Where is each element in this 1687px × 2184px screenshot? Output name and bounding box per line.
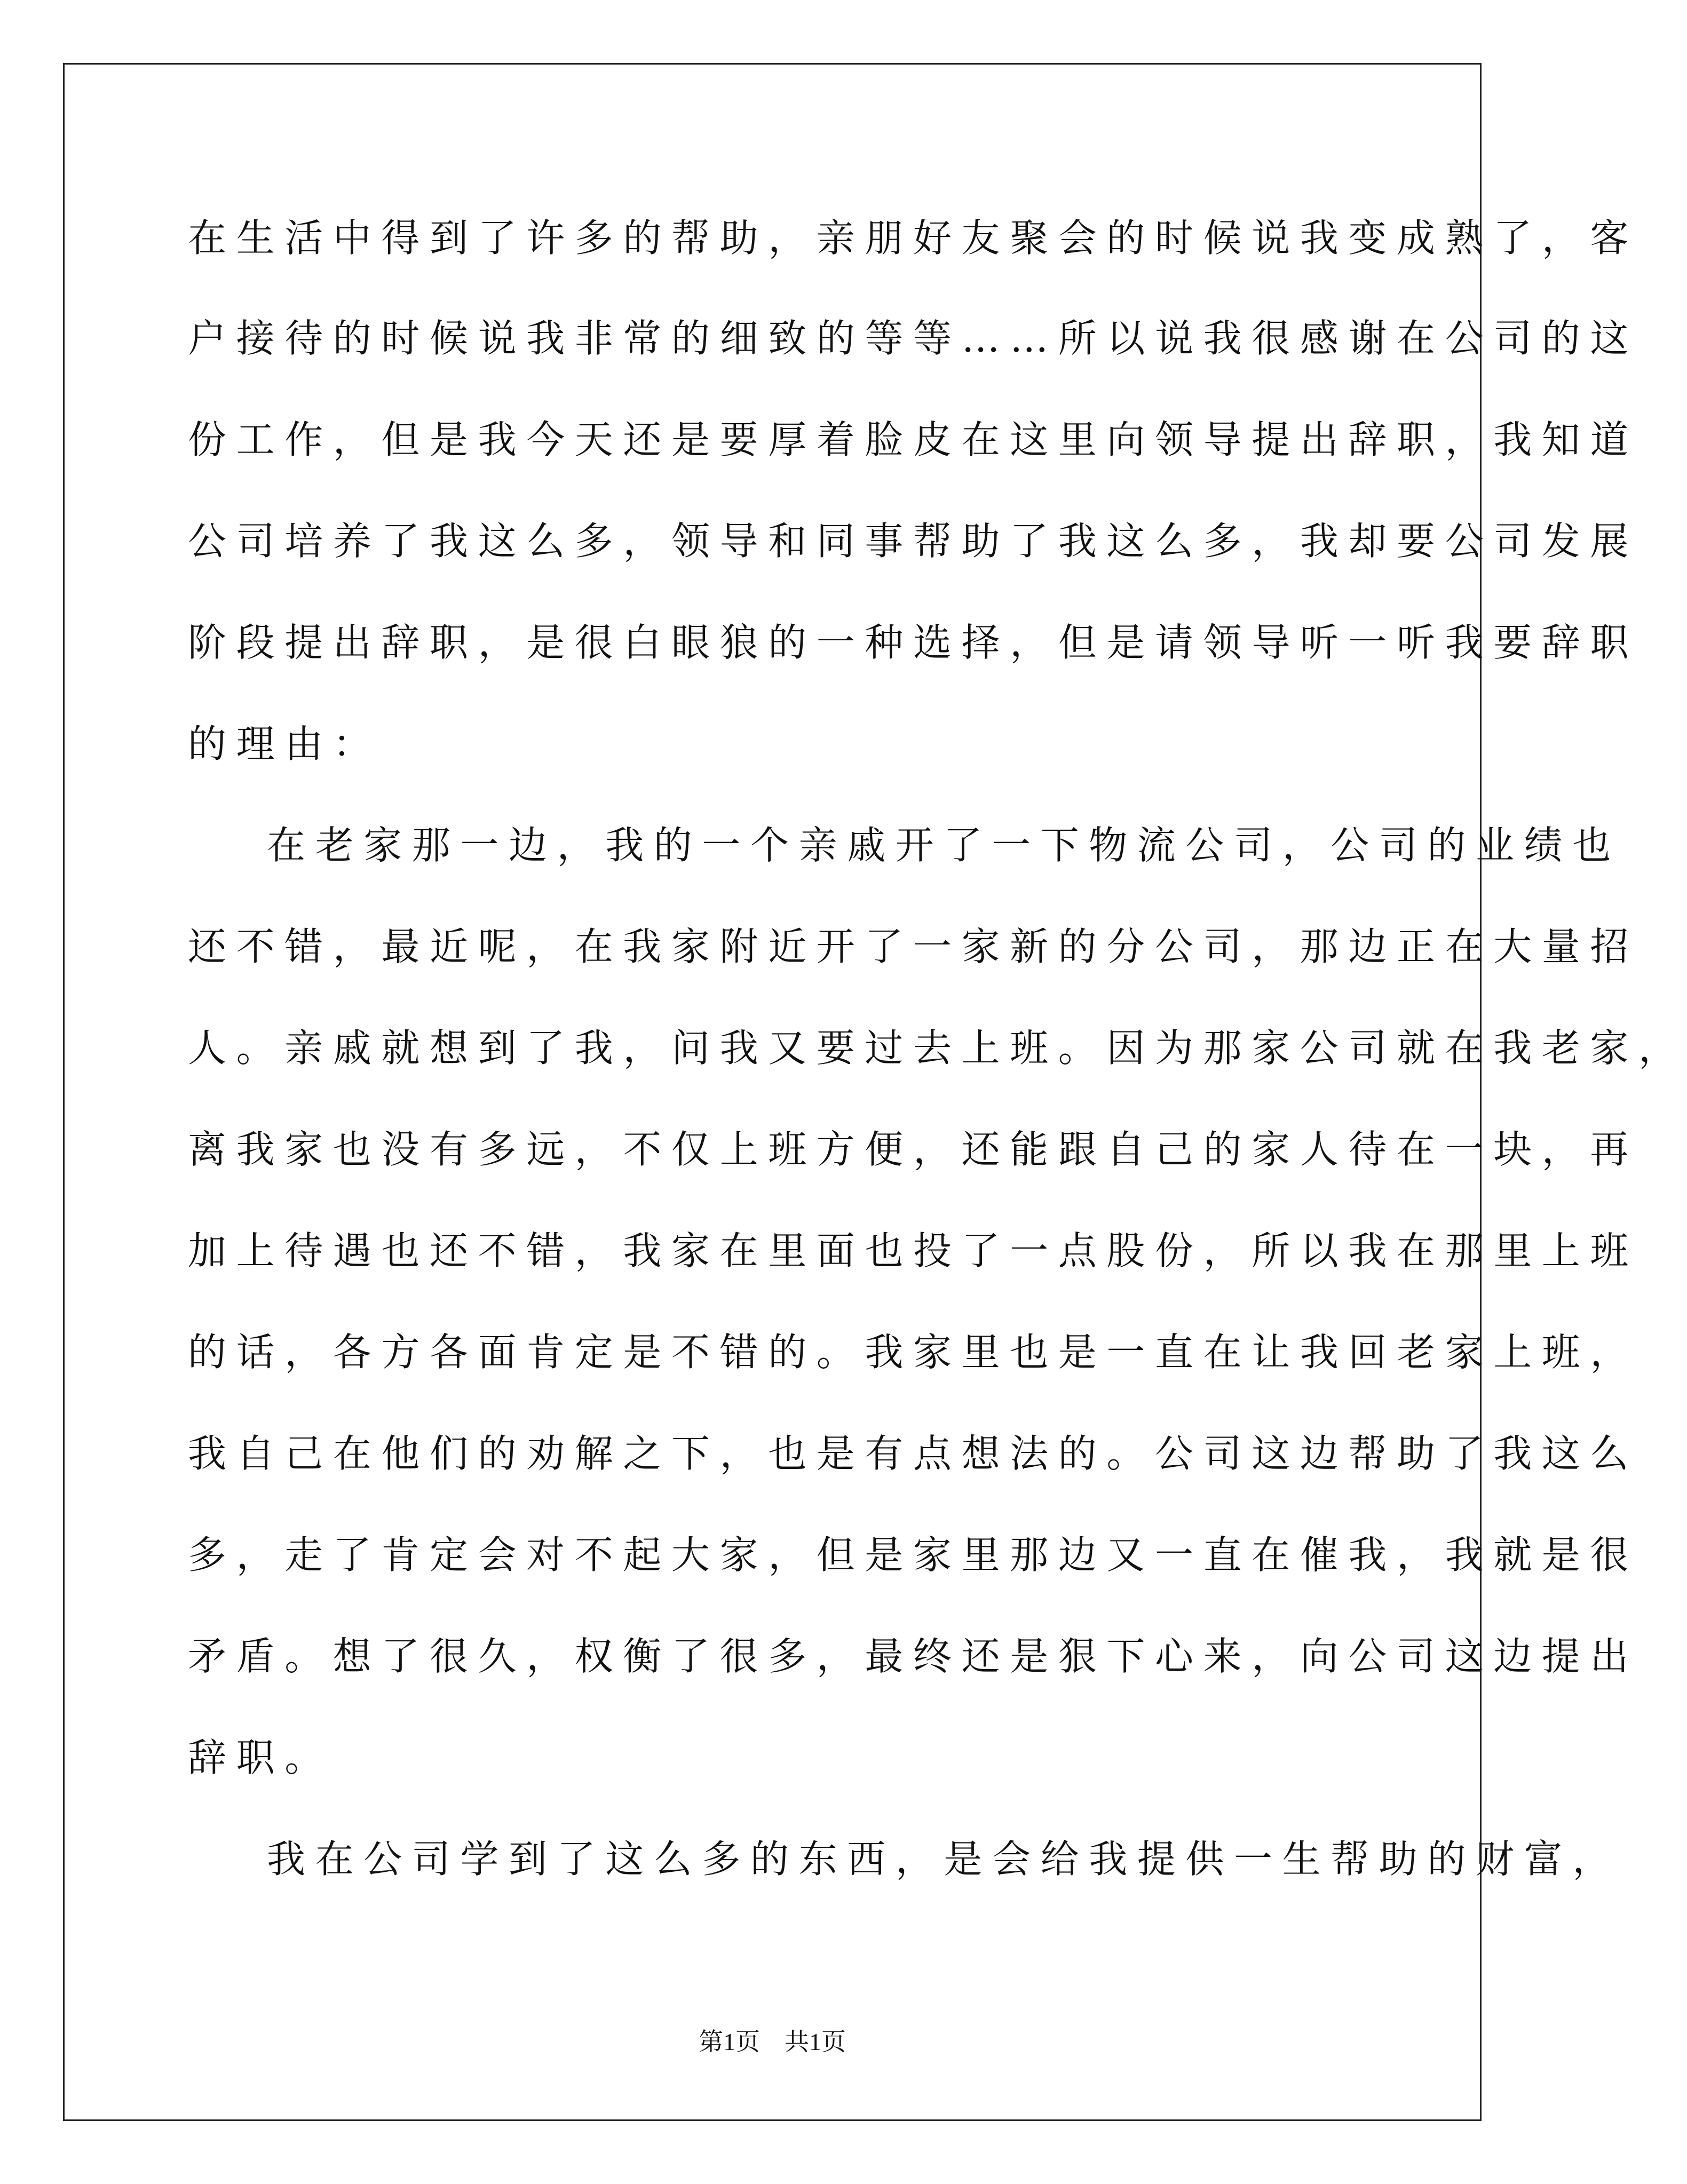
text-line: 我自己在他们的劝解之下，也是有点想法的。公司这边帮助了我这么 bbox=[188, 1431, 1639, 1476]
page-border bbox=[63, 63, 1687, 2121]
text-line: 辞职。 bbox=[188, 1735, 333, 1780]
text-line: 矛盾。想了很久，权衡了很多，最终还是狠下心来，向公司这边提出 bbox=[188, 1634, 1639, 1679]
text-line: 户接待的时候说我非常的细致的等等……所以说我很感谢在公司的这 bbox=[188, 316, 1639, 361]
text-line: 的话，各方各面肯定是不错的。我家里也是一直在让我回老家上班， bbox=[188, 1330, 1639, 1375]
text-line: 的理由： bbox=[188, 721, 382, 766]
text-line: 在生活中得到了许多的帮助，亲朋好友聚会的时候说我变成熟了，客 bbox=[188, 216, 1639, 260]
paragraph-first-line: 我在公司学到了这么多的东西，是会给我提供一生帮助的财富， bbox=[267, 1837, 1621, 1881]
text-line: 人。亲戚就想到了我，问我又要过去上班。因为那家公司就在我老家， bbox=[188, 1026, 1687, 1070]
text-line: 公司培养了我这么多，领导和同事帮助了我这么多，我却要公司发展 bbox=[188, 519, 1639, 563]
text-line: 离我家也没有多远，不仅上班方便，还能跟自己的家人待在一块，再 bbox=[188, 1127, 1639, 1172]
page-number-footer: 第1页 共1页 bbox=[699, 2028, 846, 2055]
text-line: 多，走了肯定会对不起大家，但是家里那边又一直在催我，我就是很 bbox=[188, 1532, 1639, 1577]
text-line: 阶段提出辞职，是很白眼狼的一种选择，但是请领导听一听我要辞职 bbox=[188, 620, 1639, 665]
text-line: 份工作，但是我今天还是要厚着脸皮在这里向领导提出辞职，我知道 bbox=[188, 417, 1639, 462]
text-line: 还不错，最近呢，在我家附近开了一家新的分公司，那边正在大量招 bbox=[188, 924, 1639, 969]
paragraph-first-line: 在老家那一边，我的一个亲戚开了一下物流公司，公司的业绩也 bbox=[267, 823, 1621, 868]
text-line: 加上待遇也还不错，我家在里面也投了一点股份，所以我在那里上班 bbox=[188, 1228, 1639, 1273]
